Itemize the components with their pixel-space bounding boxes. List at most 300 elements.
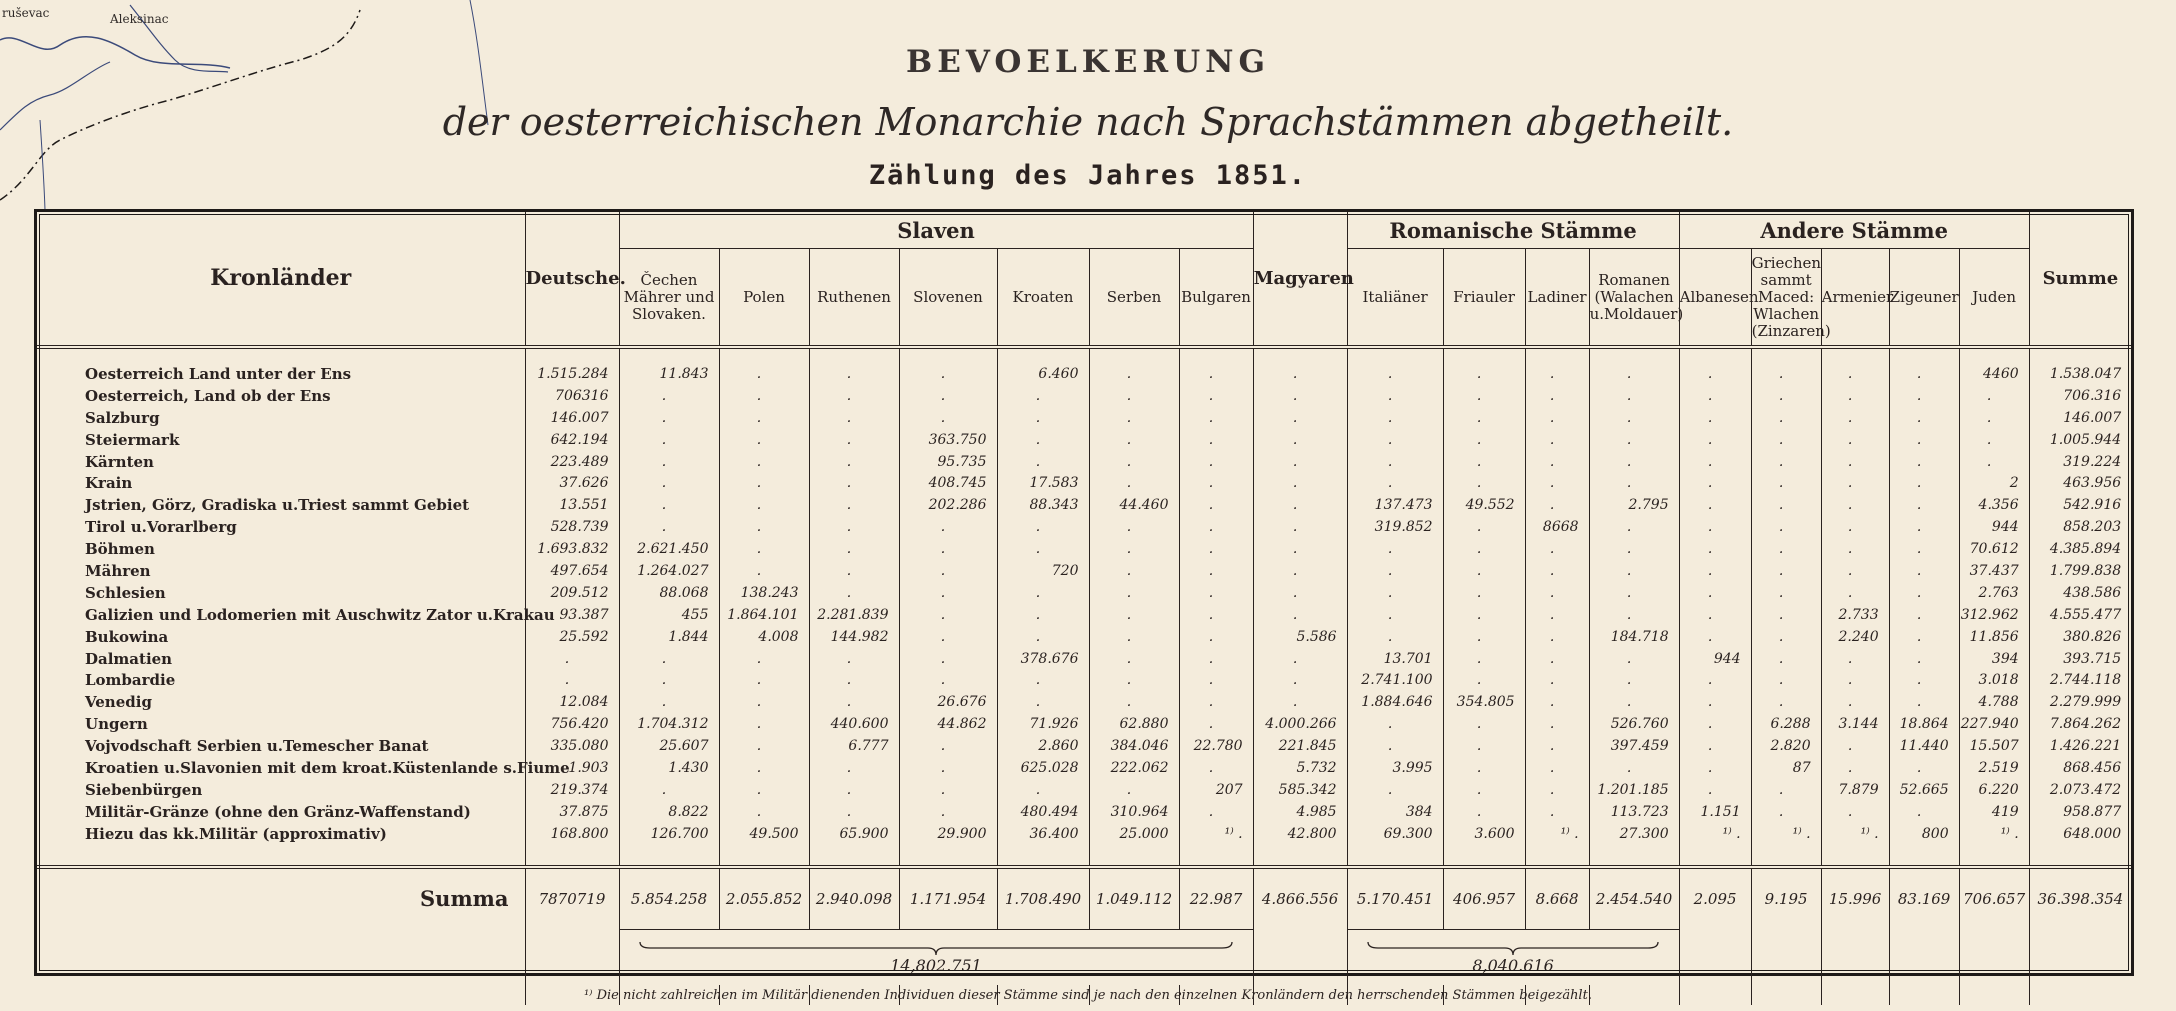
table-cell: .	[1889, 451, 1959, 473]
table-cell: .	[1889, 604, 1959, 626]
summa-cell: 15.996	[1821, 867, 1889, 930]
table-cell: .	[1589, 757, 1679, 779]
footnote: ¹⁾ Die nicht zahlreichen im Militär dienenden Individuen dieser Stämme sind je nach den einzelnen Kronländern den herrschenden Stämmen beigezählt.	[584, 988, 1592, 1003]
table-cell: 25.607	[619, 735, 719, 757]
table-cell: .	[899, 604, 997, 626]
table-cell: .	[899, 363, 997, 385]
table-row	[37, 494, 2131, 516]
summa-cell: 83.169	[1889, 867, 1959, 930]
table-cell: 202.286	[899, 494, 997, 516]
summa-cell: 22.987	[1179, 867, 1253, 930]
header-andere: Andere Stämme	[1679, 212, 2029, 249]
table-cell: 49.552	[1443, 494, 1525, 516]
table-row	[37, 560, 2131, 582]
header-col: Zigeuner	[1889, 249, 1959, 348]
table-cell: 4.985	[1253, 801, 1347, 823]
table-row	[37, 626, 2131, 648]
table-cell: .	[619, 691, 719, 713]
table-cell: 37.875	[525, 801, 619, 823]
table-cell: 25.592	[525, 626, 619, 648]
table-cell: .	[1751, 582, 1821, 604]
table-cell: 944	[1679, 648, 1751, 670]
table-cell: 184.718	[1589, 626, 1679, 648]
table-cell: 11.440	[1889, 735, 1959, 757]
page-title: BEVOELKERUNG	[906, 44, 1270, 80]
table-cell: .	[1443, 604, 1525, 626]
table-cell: .	[619, 407, 719, 429]
table-cell: .	[1589, 407, 1679, 429]
table-cell: 70.612	[1959, 538, 2029, 560]
kronland-name: Tirol u.Vorarlberg	[85, 518, 237, 537]
table-cell: .	[1253, 385, 1347, 407]
table-cell: .	[1679, 669, 1751, 691]
table-cell: 4.555.477	[2029, 604, 2131, 626]
summa-cell: 2.095	[1679, 867, 1751, 930]
table-cell: .	[1089, 648, 1179, 670]
header-col: Serben	[1089, 249, 1179, 348]
table-cell: .	[719, 735, 809, 757]
header-col: Juden	[1959, 249, 2029, 348]
table-cell: 18.864	[1889, 713, 1959, 735]
table-cell: 3.018	[1959, 669, 2029, 691]
table-row	[37, 604, 2131, 626]
table-cell: 319.852	[1347, 516, 1443, 538]
table-cell: .	[1525, 735, 1589, 757]
table-row	[37, 582, 2131, 604]
table-cell: 146.007	[525, 407, 619, 429]
table-cell: .	[619, 779, 719, 801]
table-cell: .	[809, 779, 899, 801]
table-cell: .	[1525, 429, 1589, 451]
table-cell: 5.586	[1253, 626, 1347, 648]
table-cell: 6.460	[997, 363, 1089, 385]
kronland-name: Dalmatien	[85, 649, 173, 668]
table-cell: .	[1347, 735, 1443, 757]
table-cell: 144.982	[809, 626, 899, 648]
header-col: Friauler	[1443, 249, 1525, 348]
table-cell: 2.795	[1589, 494, 1679, 516]
summa-cell: 1.049.112	[1089, 867, 1179, 930]
table-cell: .	[1179, 713, 1253, 735]
table-cell: .	[1679, 494, 1751, 516]
table-cell: .	[719, 669, 809, 691]
table-cell: .	[1679, 516, 1751, 538]
table-cell: 95.735	[899, 451, 997, 473]
table-cell: .	[1089, 363, 1179, 385]
table-cell: .	[997, 516, 1089, 538]
table-cell: .	[1679, 735, 1751, 757]
table-cell: .	[1253, 407, 1347, 429]
summa-cell: 2.055.852	[719, 867, 809, 930]
table-cell: .	[1253, 451, 1347, 473]
table-cell: .	[1253, 494, 1347, 516]
summa-label: Summa	[37, 867, 525, 930]
table-cell: .	[809, 451, 899, 473]
table-cell: .	[1889, 472, 1959, 494]
table-cell: .	[1889, 494, 1959, 516]
table-cell: 37.626	[525, 472, 619, 494]
table-cell: .	[1525, 691, 1589, 713]
table-cell: .	[1821, 494, 1889, 516]
table-row	[37, 801, 2131, 823]
table-cell: 2.744.118	[2029, 669, 2131, 691]
table-cell: .	[719, 429, 809, 451]
summa-cell: 2.940.098	[809, 867, 899, 930]
table-cell: .	[1821, 363, 1889, 385]
table-row	[37, 363, 2131, 385]
header-col: Polen	[719, 249, 809, 348]
table-cell: .	[1889, 538, 1959, 560]
table-cell: .	[1347, 451, 1443, 473]
table-cell: .	[809, 494, 899, 516]
table-cell: .	[1253, 516, 1347, 538]
table-cell: .	[1751, 451, 1821, 473]
table-cell: .	[1253, 648, 1347, 670]
table-cell: 384.046	[1089, 735, 1179, 757]
table-cell: 625.028	[997, 757, 1089, 779]
map-label: ruševac	[2, 6, 50, 20]
table-cell: 958.877	[2029, 801, 2131, 823]
table-row	[37, 713, 2131, 735]
table-cell: .	[1589, 691, 1679, 713]
table-cell: .	[1589, 604, 1679, 626]
table-cell: 2.279.999	[2029, 691, 2131, 713]
table-cell: .	[719, 713, 809, 735]
table-cell: .	[1089, 691, 1179, 713]
table-cell: .	[1889, 691, 1959, 713]
table-cell: 1.864.101	[719, 604, 809, 626]
table-cell: 93.387	[525, 604, 619, 626]
population-table	[37, 212, 2131, 1005]
table-cell: 7.864.262	[2029, 713, 2131, 735]
header-col: Italiäner	[1347, 249, 1443, 348]
table-cell: .	[1679, 363, 1751, 385]
summa-cell: 2.454.540	[1589, 867, 1679, 930]
table-cell: .	[1589, 472, 1679, 494]
table-cell: .	[1347, 779, 1443, 801]
table-cell: .	[997, 385, 1089, 407]
table-cell: .	[619, 516, 719, 538]
header-col: Armenier	[1821, 249, 1889, 348]
table-cell: .	[1679, 451, 1751, 473]
table-cell: 312.962	[1959, 604, 2029, 626]
header-col: Bulgaren	[1179, 249, 1253, 348]
table-cell: .	[1679, 472, 1751, 494]
table-cell: .	[719, 363, 809, 385]
table-cell: .	[997, 779, 1089, 801]
table-cell: 88.068	[619, 582, 719, 604]
header-col: Čechen Mährer und Slovaken.	[619, 249, 719, 348]
kronland-name: Salzburg	[85, 408, 160, 427]
table-cell: 3.995	[1347, 757, 1443, 779]
table-cell: .	[1179, 604, 1253, 626]
table-cell: .	[719, 691, 809, 713]
table-cell: 440.600	[809, 713, 899, 735]
header-col: Albanesen	[1679, 249, 1751, 348]
table-cell: .	[1253, 363, 1347, 385]
table-row	[37, 516, 2131, 538]
table-cell: .	[1821, 560, 1889, 582]
table-cell: .	[1525, 604, 1589, 626]
table-cell: .	[1525, 494, 1589, 516]
summa-row	[37, 867, 2131, 930]
table-cell: .	[1347, 582, 1443, 604]
table-cell: 42.800	[1253, 823, 1347, 845]
table-cell: 2.741.100	[1347, 669, 1443, 691]
table-cell: 1.201.185	[1589, 779, 1679, 801]
table-cell: 227.940	[1959, 713, 2029, 735]
table-cell: .	[809, 801, 899, 823]
table-cell: .	[719, 560, 809, 582]
table-cell: .	[1821, 669, 1889, 691]
kronland-name: Krain	[85, 474, 133, 493]
table-cell: 87	[1751, 757, 1821, 779]
summa-cell: 706.657	[1959, 867, 2029, 930]
table-cell: .	[1821, 451, 1889, 473]
table-cell: .	[1089, 407, 1179, 429]
table-cell: .	[1179, 669, 1253, 691]
table-cell: .	[719, 648, 809, 670]
table-cell: .	[525, 648, 619, 670]
table-cell: .	[1889, 669, 1959, 691]
romanische-subtotal: 8,040.616	[1472, 955, 1554, 975]
table-cell: 1.426.221	[2029, 735, 2131, 757]
table-cell: 438.586	[2029, 582, 2131, 604]
table-cell: .	[1589, 582, 1679, 604]
table-cell: 37.437	[1959, 560, 2029, 582]
table-cell: .	[719, 538, 809, 560]
table-cell: .	[1443, 713, 1525, 735]
header-col: Ruthenen	[809, 249, 899, 348]
table-cell: .	[1889, 429, 1959, 451]
table-cell: .	[1679, 626, 1751, 648]
table-cell: .	[1751, 648, 1821, 670]
table-cell: .	[1347, 407, 1443, 429]
table-cell: .	[1179, 429, 1253, 451]
table-cell: 113.723	[1589, 801, 1679, 823]
table-cell: .	[997, 451, 1089, 473]
table-cell: ¹⁾ .	[1959, 823, 2029, 845]
table-cell: .	[719, 516, 809, 538]
table-cell: 168.800	[525, 823, 619, 845]
kronland-name: Lombardie	[85, 671, 176, 690]
table-cell: ¹⁾ .	[1525, 823, 1589, 845]
table-cell: 1.005.944	[2029, 429, 2131, 451]
table-cell: 52.665	[1889, 779, 1959, 801]
table-cell: .	[1347, 713, 1443, 735]
table-cell: 1.515.284	[525, 363, 619, 385]
table-cell: 648.000	[2029, 823, 2131, 845]
kronland-name: Kärnten	[85, 452, 154, 471]
table-cell: .	[1679, 407, 1751, 429]
table-cell: .	[1959, 451, 2029, 473]
table-cell: 363.750	[899, 429, 997, 451]
table-cell: .	[1443, 516, 1525, 538]
table-cell: .	[1347, 538, 1443, 560]
table-cell: 4460	[1959, 363, 2029, 385]
table-cell: .	[1179, 757, 1253, 779]
table-cell: 1.538.047	[2029, 363, 2131, 385]
table-cell: .	[719, 472, 809, 494]
table-cell: .	[1443, 363, 1525, 385]
table-cell: .	[997, 407, 1089, 429]
table-cell: 528.739	[525, 516, 619, 538]
table-cell: .	[1089, 429, 1179, 451]
table-cell: .	[809, 385, 899, 407]
table-row	[37, 472, 2131, 494]
summa-cell: 9.195	[1751, 867, 1821, 930]
table-cell: 138.243	[719, 582, 809, 604]
table-cell: 137.473	[1347, 494, 1443, 516]
table-cell: ¹⁾ .	[1821, 823, 1889, 845]
table-cell: .	[1443, 451, 1525, 473]
table-cell: .	[1679, 713, 1751, 735]
table-cell: .	[719, 494, 809, 516]
table-cell: 71.926	[997, 713, 1089, 735]
table-row	[37, 757, 2131, 779]
table-cell: 419	[1959, 801, 2029, 823]
table-cell: 1.844	[619, 626, 719, 648]
table-cell: .	[1525, 669, 1589, 691]
table-cell: 585.342	[1253, 779, 1347, 801]
table-cell: .	[619, 472, 719, 494]
table-row	[37, 669, 2131, 691]
table-cell: 88.343	[997, 494, 1089, 516]
table-cell: .	[809, 560, 899, 582]
table-cell: 1.151	[1679, 801, 1751, 823]
table-cell: 2.621.450	[619, 538, 719, 560]
table-cell: .	[1179, 801, 1253, 823]
table-cell: .	[1679, 779, 1751, 801]
table-cell: .	[1443, 801, 1525, 823]
table-cell: 65.900	[809, 823, 899, 845]
table-cell: .	[899, 407, 997, 429]
table-cell: .	[1751, 407, 1821, 429]
table-cell: .	[809, 691, 899, 713]
table-cell: 497.654	[525, 560, 619, 582]
table-cell: 526.760	[1589, 713, 1679, 735]
table-cell: .	[1253, 472, 1347, 494]
kronland-name: Steiermark	[85, 430, 180, 449]
table-cell: 944	[1959, 516, 2029, 538]
table-cell: .	[1253, 691, 1347, 713]
table-cell: .	[997, 626, 1089, 648]
table-cell: ¹⁾ .	[1179, 823, 1253, 845]
table-cell: .	[1179, 407, 1253, 429]
table-cell: .	[997, 691, 1089, 713]
kronland-name: Bukowina	[85, 627, 169, 646]
table-cell: .	[1751, 626, 1821, 648]
table-cell: .	[1347, 560, 1443, 582]
table-cell: .	[719, 451, 809, 473]
kronland-name: Schlesien	[85, 583, 166, 602]
table-cell: .	[1821, 801, 1889, 823]
table-cell: .	[809, 516, 899, 538]
summa-cell: 36.398.354	[2029, 867, 2131, 930]
table-cell: .	[1347, 385, 1443, 407]
table-cell: .	[1179, 691, 1253, 713]
table-cell: .	[1821, 472, 1889, 494]
table-cell: .	[1089, 516, 1179, 538]
table-cell: .	[1443, 757, 1525, 779]
table-cell: .	[1253, 560, 1347, 582]
table-cell: 2.073.472	[2029, 779, 2131, 801]
table-cell: 36.400	[997, 823, 1089, 845]
table-cell: .	[899, 669, 997, 691]
table-cell: .	[1347, 626, 1443, 648]
table-cell: .	[1525, 713, 1589, 735]
table-cell: .	[899, 538, 997, 560]
table-cell: .	[1179, 538, 1253, 560]
table-cell: 6.288	[1751, 713, 1821, 735]
table-cell: 4.385.894	[2029, 538, 2131, 560]
table-cell: 2.240	[1821, 626, 1889, 648]
romanische-subtotal-cell	[1347, 929, 1679, 985]
header-col: Ladiner	[1525, 249, 1589, 348]
table-cell: .	[1679, 429, 1751, 451]
table-cell: .	[1821, 407, 1889, 429]
table-cell: .	[1347, 604, 1443, 626]
table-cell: 800	[1889, 823, 1959, 845]
table-cell: 29.900	[899, 823, 997, 845]
table-row	[37, 538, 2131, 560]
table-cell: 408.745	[899, 472, 997, 494]
table-cell: .	[1525, 648, 1589, 670]
table-cell: .	[1751, 560, 1821, 582]
table-cell: 207	[1179, 779, 1253, 801]
table-cell: .	[899, 648, 997, 670]
table-cell: .	[1525, 779, 1589, 801]
table-cell: .	[1589, 538, 1679, 560]
table-cell: .	[525, 669, 619, 691]
table-cell: .	[1751, 669, 1821, 691]
header-magyaren: Magyaren	[1253, 212, 1347, 347]
table-cell: .	[809, 582, 899, 604]
table-cell: 2.733	[1821, 604, 1889, 626]
table-cell: 3.600	[1443, 823, 1525, 845]
table-row	[37, 735, 2131, 757]
table-cell: .	[1253, 538, 1347, 560]
table-cell: .	[997, 429, 1089, 451]
table-cell: .	[997, 538, 1089, 560]
table-cell: .	[809, 757, 899, 779]
table-cell: 384	[1347, 801, 1443, 823]
table-cell: .	[899, 626, 997, 648]
table-cell: .	[1889, 407, 1959, 429]
table-cell: .	[1089, 669, 1179, 691]
table-cell: .	[1889, 626, 1959, 648]
table-cell: .	[899, 385, 997, 407]
table-cell: 26.676	[899, 691, 997, 713]
table-cell: .	[809, 429, 899, 451]
table-cell: .	[997, 669, 1089, 691]
table-cell: 397.459	[1589, 735, 1679, 757]
table-cell: .	[1589, 648, 1679, 670]
table-row	[37, 779, 2131, 801]
table-cell: .	[1179, 516, 1253, 538]
table-cell: 542.916	[2029, 494, 2131, 516]
table-cell: .	[1443, 472, 1525, 494]
table-cell: .	[1679, 560, 1751, 582]
table-row	[37, 691, 2131, 713]
table-cell: 13.701	[1347, 648, 1443, 670]
table-cell: .	[1089, 604, 1179, 626]
table-cell: .	[1679, 757, 1751, 779]
table-cell: 378.676	[997, 648, 1089, 670]
table-cell: 2.763	[1959, 582, 2029, 604]
population-table-frame	[34, 209, 2134, 976]
table-cell: 1.264.027	[619, 560, 719, 582]
